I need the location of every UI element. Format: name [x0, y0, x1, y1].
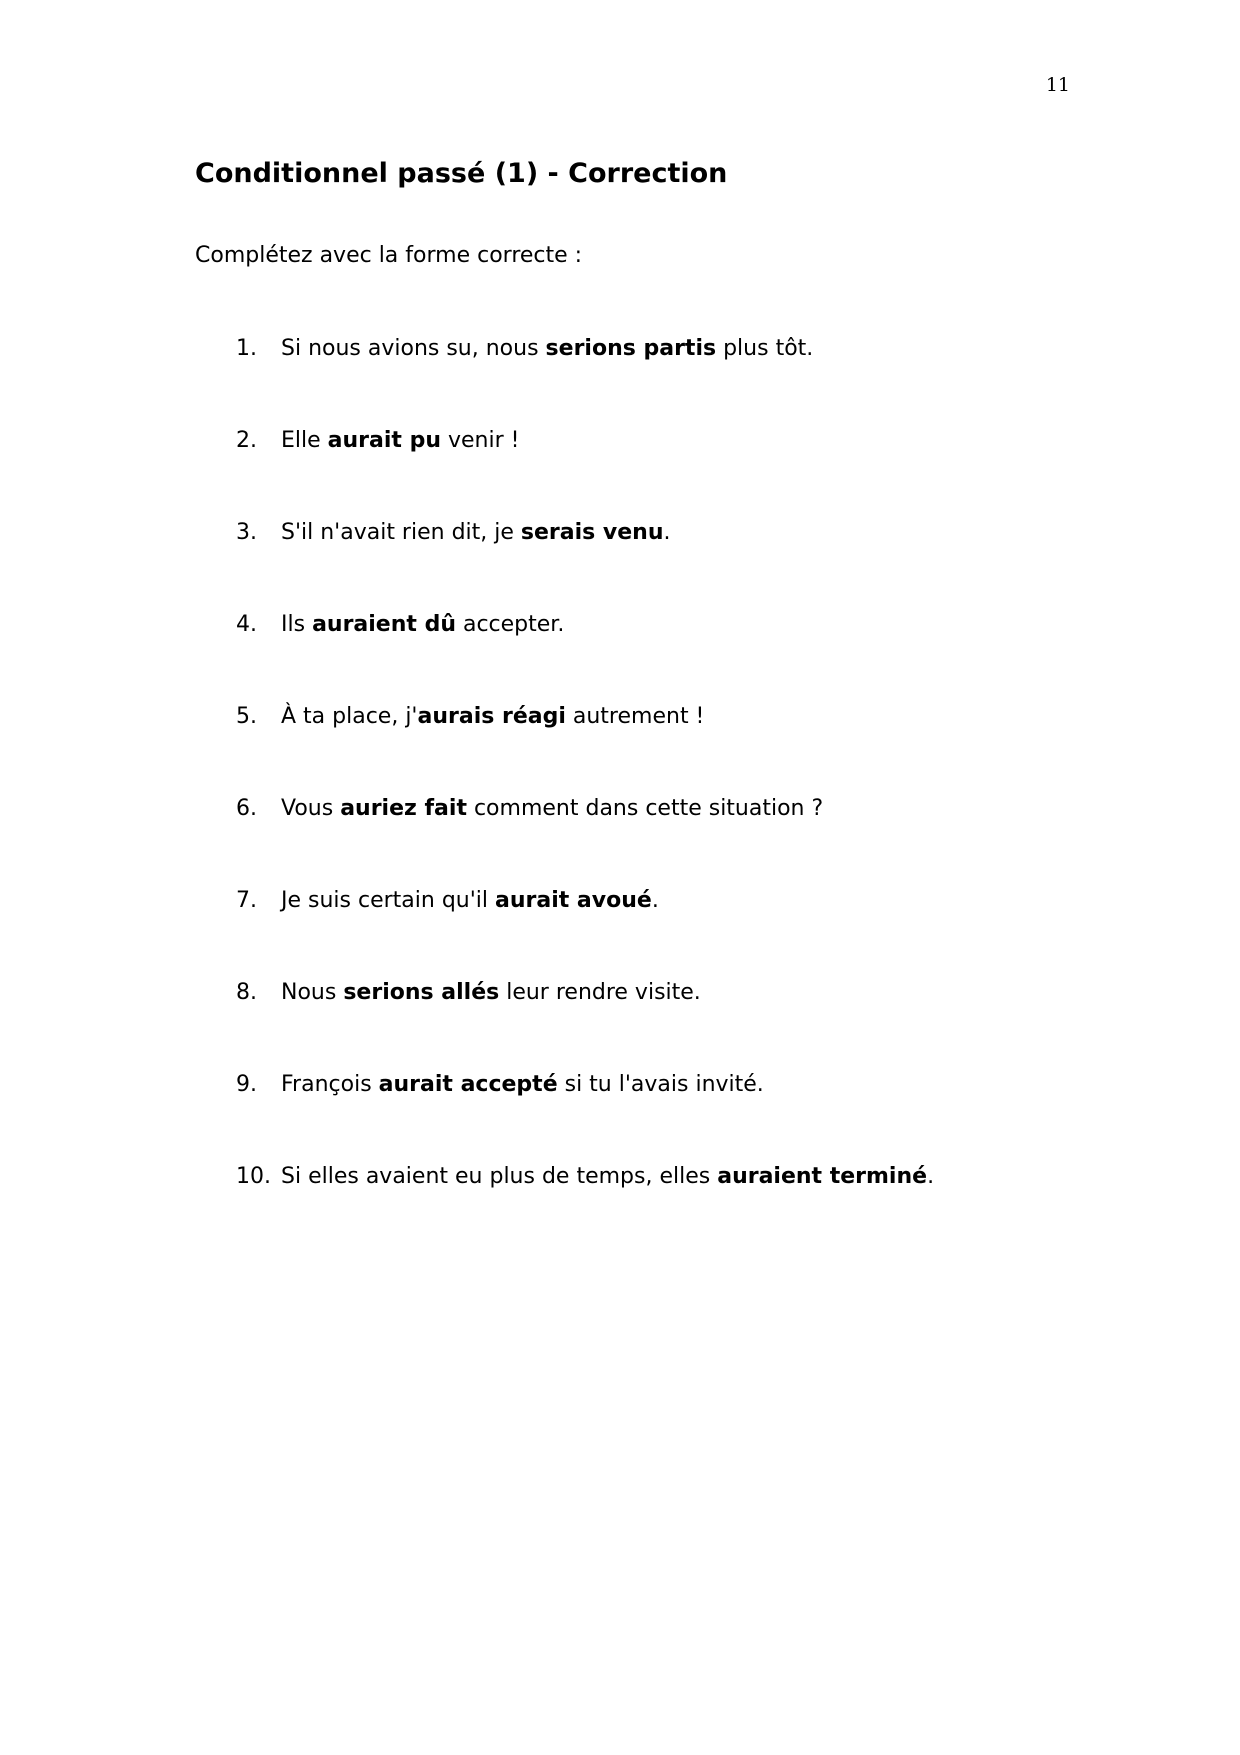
sentence-end: .: [663, 520, 671, 545]
exercise-item: [236, 704, 934, 796]
answer-text: serais venu: [520, 520, 664, 545]
answer-text: aurais réagi: [417, 704, 566, 729]
answer-text: serions partis: [545, 336, 717, 361]
sentence-start: Ils: [281, 612, 313, 637]
answer-text: aurait avoué: [495, 888, 652, 913]
exercise-item: [236, 1164, 934, 1256]
exercise-item: [236, 520, 934, 612]
item-number: 4.: [236, 612, 257, 637]
sentence: [281, 796, 823, 821]
sentence: [281, 612, 564, 637]
sentence-end: si tu l'avais invité.: [557, 1072, 764, 1097]
sentence-end: .: [927, 1164, 935, 1189]
item-number: 3.: [236, 520, 257, 545]
exercise-item: [236, 428, 934, 520]
sentence: [281, 1072, 764, 1097]
item-number: 1.: [236, 336, 257, 361]
sentence-start: S'il n'avait rien dit, je: [281, 520, 521, 545]
sentence-start: Elle: [281, 428, 328, 453]
answer-text: auraient dû: [312, 612, 456, 637]
sentence-start: Si elles avaient eu plus de temps, elles: [281, 1164, 718, 1189]
answer-text: aurait pu: [327, 428, 441, 453]
page-number: 11: [1045, 74, 1070, 96]
sentence: [281, 336, 813, 361]
exercise-item: [236, 888, 934, 980]
exercise-item: [236, 796, 934, 888]
exercise-list: [236, 336, 934, 1256]
sentence-start: Vous: [281, 796, 341, 821]
exercise-item: [236, 1072, 934, 1164]
item-number: 7.: [236, 888, 257, 913]
sentence-start: Je suis certain qu'il: [281, 888, 495, 913]
sentence: [281, 428, 519, 453]
sentence-end: comment dans cette situation ?: [466, 796, 824, 821]
item-number: 5.: [236, 704, 257, 729]
answer-text: serions allés: [343, 980, 500, 1005]
sentence-end: plus tôt.: [716, 336, 814, 361]
answer-text: aurait accepté: [378, 1072, 558, 1097]
exercise-item: [236, 336, 934, 428]
sentence-end: autrement !: [565, 704, 705, 729]
item-number: 9.: [236, 1072, 257, 1097]
sentence: [281, 888, 659, 913]
sentence-end: .: [651, 888, 659, 913]
item-number: 2.: [236, 428, 257, 453]
sentence: [281, 980, 701, 1005]
answer-text: auriez fait: [340, 796, 467, 821]
sentence-start: François: [281, 1072, 379, 1097]
item-number: 10.: [236, 1164, 271, 1189]
instruction-text: Complétez avec la forme correcte :: [195, 243, 583, 268]
sentence: [281, 520, 671, 545]
sentence-end: leur rendre visite.: [499, 980, 701, 1005]
item-number: 8.: [236, 980, 257, 1005]
answer-text: auraient terminé: [717, 1164, 928, 1189]
sentence-start: Si nous avions su, nous: [281, 336, 546, 361]
item-number: 6.: [236, 796, 257, 821]
page-title: Conditionnel passé (1) - Correction: [195, 158, 728, 189]
sentence: [281, 704, 704, 729]
sentence: [281, 1164, 934, 1189]
sentence-end: accepter.: [455, 612, 565, 637]
sentence-start: Nous: [281, 980, 344, 1005]
exercise-item: [236, 612, 934, 704]
sentence-start: À ta place, j': [281, 704, 418, 729]
sentence-end: venir !: [441, 428, 520, 453]
exercise-item: [236, 980, 934, 1072]
